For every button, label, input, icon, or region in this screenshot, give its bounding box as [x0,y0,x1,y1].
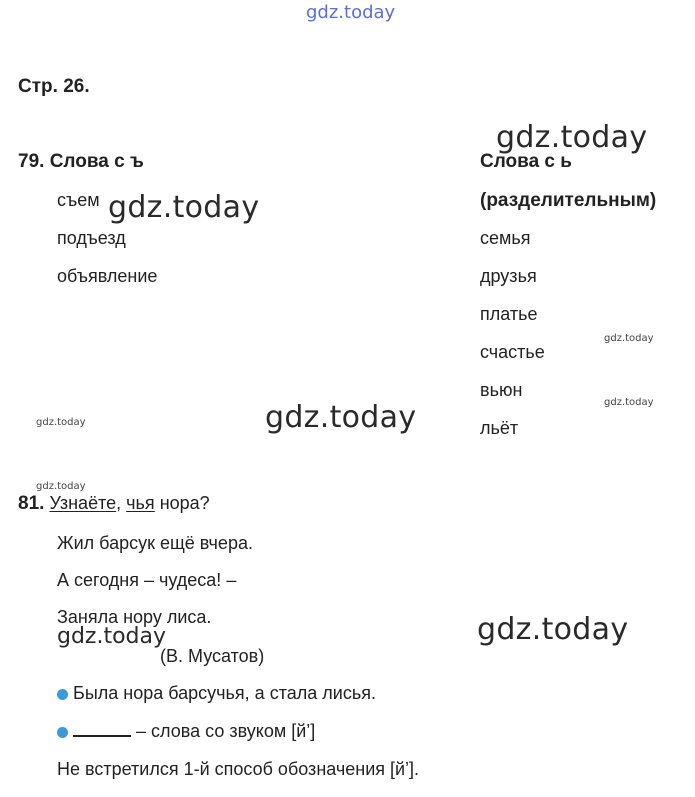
watermark: gdz.today [477,612,629,647]
exercise-79-heading [18,151,144,173]
underlined-word: чья [126,493,155,513]
word-item: подъезд [57,228,126,248]
watermark: gdz.today [36,481,86,492]
poem-line: А сегодня – чудеса! – [57,570,237,590]
answer-blank [73,733,131,737]
bullet-dot-icon [57,727,68,738]
word-item: семья [480,228,531,248]
word-item: вьюн [480,380,523,400]
comma: , [116,493,122,513]
bullet-item [57,721,315,742]
exercise-number: 79. [18,151,45,172]
word-item: объявление [57,266,158,286]
column-heading-soft-sign: Слова с ь [480,151,572,172]
bullet-text: Была нора барсучья, а стала лисья. [73,683,376,703]
watermark: gdz.today [604,333,654,344]
word-item: платье [480,304,538,324]
column-heading-hard-sign: Слова с ъ [49,151,144,172]
conclusion-text: Не встретился 1-й способ обозначения [й’]. [57,759,420,779]
bullet-item [57,683,376,704]
poem-line: Заняла нору лиса. [57,607,212,627]
watermark: gdz.today [604,397,654,408]
watermark: gdz.today [57,624,167,649]
poem-author: (В. Мусатов) [160,646,265,666]
watermark: gdz.today [108,190,260,225]
exercise-81-question [18,493,210,515]
word-item: друзья [480,266,537,286]
watermark: gdz.today [496,120,648,155]
bullet-text: – слова со звуком [й’] [136,721,316,741]
column-heading-soft-sign-sub: (разделительным) [480,190,657,211]
bullet-dot-icon [57,689,68,700]
word-item: льёт [480,418,519,438]
question-rest: нора? [154,493,210,513]
watermark: gdz.today [36,417,86,428]
word-item: съем [57,190,100,210]
watermark: gdz.today [265,400,417,435]
poem-line: Жил барсук ещё вчера. [57,533,253,553]
word-item: счастье [480,342,545,362]
page-title: Стр. 26. [18,76,90,97]
underlined-word: Узнаёте [49,493,117,513]
exercise-number: 81. [18,493,45,514]
watermark: gdz.today [306,2,396,23]
